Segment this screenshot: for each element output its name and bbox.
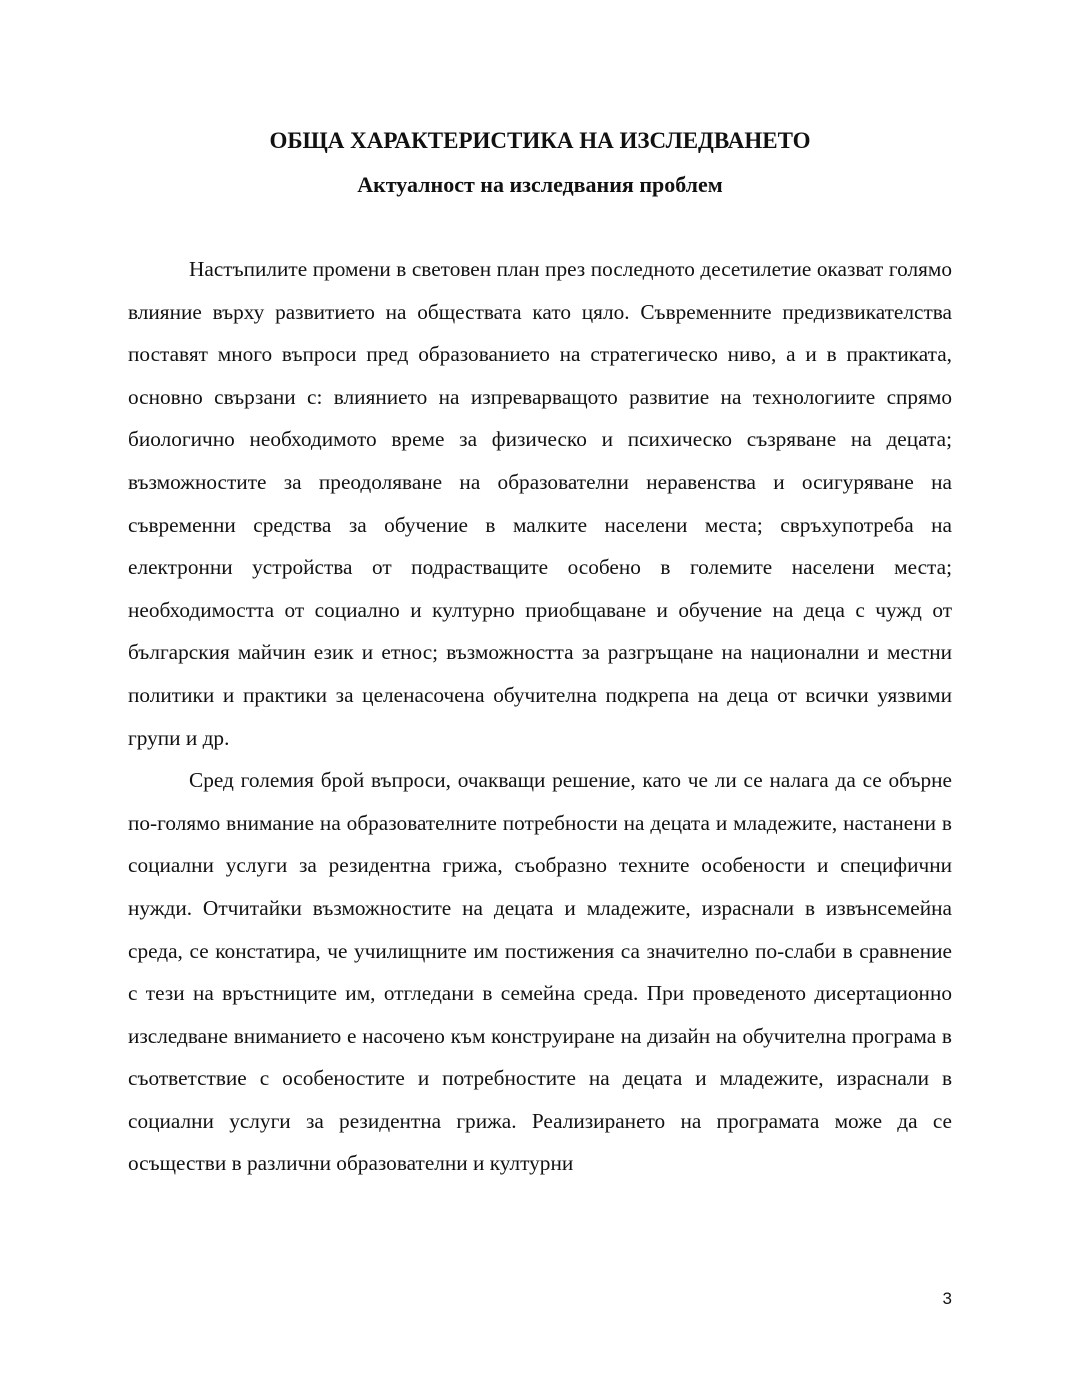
document-title: ОБЩА ХАРАКТЕРИСТИКА НА ИЗСЛЕДВАНЕТО [269,128,811,153]
document-body [128,248,952,1185]
page-number: 3 [942,1289,952,1308]
paragraph-2: Сред големия брой въпроси, очакващи решение, като че ли се налага да се обърне по-голямо внимание на образователните потребности на децата и младежите, настанени в социални услуги за резидентна грижа, съобразно техните особености и специфични нужди. Отчитайки възможностите на децата и младежите, израснали в извънсемейна среда, се констатира, че училищните им постижения са значително по-слаби в сравнение с тези на връстниците им, отгледани в семейна среда. При проведеното дисертационно изследване вниманието е насочено към конструиране на дизайн на обучителна програма в съответствие с особеностите и потребностите на децата и младежите, израснали в социални услуги за резидентна грижа. Реализирането на програмата може да се осъществи в различни образователни и културни [128,768,952,1176]
paragraph-1: Настъпилите промени в световен план през последното десетилетие оказват голямо влияние върху развитието на обществата като цяло. Съвременните предизвикателства поставят много въпроси пред образованието на стратегическо ниво, а и в практиката, основно свързани с: влиянието на изпреварващото развитие на технологиите спрямо биологично необходимото време за физическо и психическо съзряване на децата; възможностите за преодоляване на образователни неравенства и осигуряване на съвременни средства за обучение в малките населени места; свръхупотреба на електронни устройства от подрастващите особено в големите населени места; необходимостта от социално и културно приобщаване и обучение на деца с чужд от българския майчин език и етнос; възможността за разгръщане на национални и местни политики и практики за целенасочена обучителна подкрепа на деца от всички уязвими групи и др. [128,257,952,750]
section-subtitle: Актуалност на изследвания проблем [357,172,723,197]
